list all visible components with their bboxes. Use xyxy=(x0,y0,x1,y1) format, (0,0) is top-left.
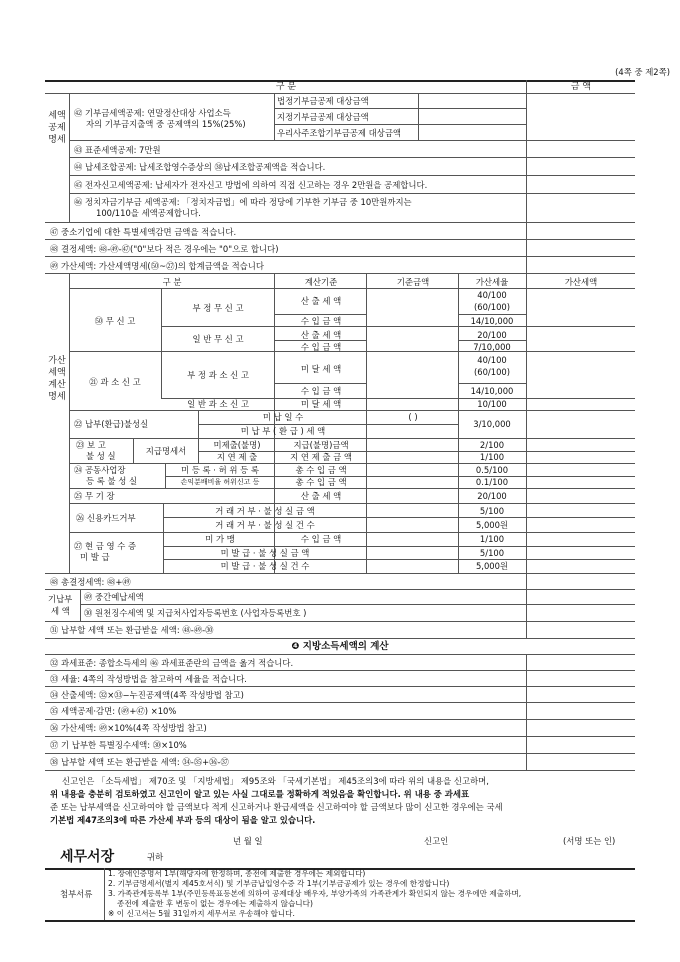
divider xyxy=(366,326,458,327)
row-67-label-2: 미 발 급 xyxy=(80,552,110,562)
basis-60a-1: 산 출 세 액 xyxy=(300,296,342,306)
divider xyxy=(274,108,526,109)
page-indicator: (4쪽 중 제2쪽) xyxy=(615,67,670,77)
basis-67-amount: 미 발 급 · 불 성 실 금 액 xyxy=(220,548,310,558)
rate-17: 5,000원 xyxy=(475,520,509,530)
rate-5: 7/10,000 xyxy=(473,342,511,352)
row-63-label-1: ㉓ 보 고 xyxy=(76,440,106,450)
penalty-header-gubun: 구 분 xyxy=(162,277,182,287)
divider xyxy=(45,638,635,639)
row-61-label: ㉑ 과 소 신 고 xyxy=(89,377,141,387)
row-71: ㉛ 납부할 세액 또는 환급받을 세액: ㊽-㊾-㉚ xyxy=(50,625,214,635)
divider xyxy=(69,503,635,504)
row-59: ㊾ 가산세액: 가산세액명세(㊿~㉗)의 합계금액을 적습니다 xyxy=(50,261,264,271)
row-56-line1: ㊻ 정치자금기부금 세액공제: 「정치자금법」에 따라 정당에 기부한 기부금 중 10만원까지는 xyxy=(74,197,412,207)
basis-60a-2: 수 입 금 액 xyxy=(300,316,342,326)
declaration-line1: 신고인은 「소득세법」 제70조 및 「지방세법」 제95조와 「국세기본법」 제45조의3에 따라 위의 내용을 신고하며, xyxy=(62,776,489,786)
attachment-1: 1. 장애인증명서 1부(해당자에 한정하며, 종전에 제출한 경우에는 제외합니다) xyxy=(108,869,366,878)
rate-3: 14/10,000 xyxy=(470,316,514,326)
divider xyxy=(69,532,635,533)
row-75: ㉟ 세액공제·감면: (㊾+㊼) ×10% xyxy=(50,706,177,716)
divider xyxy=(69,410,635,411)
divider xyxy=(163,559,635,560)
attachment-2: 2. 기부금명세서(별지 제45호서식) 및 기부금납입영수증 각 1부(기부금공제가 있는 경우에 한정합니다) xyxy=(108,879,450,888)
rate-20: 5,000원 xyxy=(475,561,509,571)
divider xyxy=(45,621,635,622)
divider xyxy=(274,93,275,140)
divider xyxy=(104,868,105,920)
divider xyxy=(526,273,527,573)
divider xyxy=(526,573,527,639)
divider xyxy=(418,93,419,140)
row-67-label-1: ㉗ 현 금 영 수 증 xyxy=(74,541,137,551)
basis-62-days: 미 납 일 수 xyxy=(262,412,304,422)
row-54: ㊹ 납세조합공제: 납세조합영수증상의 ㊳납세조합공제액을 적습니다. xyxy=(74,162,326,172)
divider xyxy=(274,340,366,341)
row-64-label-2: 등 록 불 성 실 xyxy=(86,476,138,486)
divider xyxy=(45,702,635,703)
prepaid-label-1: 기납부 xyxy=(48,594,73,604)
row-63-statement: 지급명세서 xyxy=(145,446,187,456)
divider xyxy=(69,93,70,223)
declaration-line3: 준 또는 납부세액을 신고하여야 할 금액보다 적게 신고하거나 환급세액을 신고하여야 할 금액보다 많이 신고한 경우에는 국세 xyxy=(50,802,503,812)
attachment-3-line2: 종전에 제출한 후 변동이 없는 경우에는 제출하지 않습니다) xyxy=(117,899,313,908)
signature-label[interactable]: (서명 또는 인) xyxy=(563,836,616,846)
divider xyxy=(274,383,366,384)
tax-office-title: 세무서장 xyxy=(60,849,115,865)
divider xyxy=(526,80,527,93)
divider xyxy=(45,273,635,274)
divider xyxy=(526,93,527,223)
sub-legal-donation: 법정기부금공제 대상금액 xyxy=(277,96,369,106)
basis-62-amount: 미 납 부 ( 환 급 ) 세 액 xyxy=(240,426,326,436)
basis-64-revenue-2: 총 수 입 금 액 xyxy=(295,477,347,487)
divider xyxy=(366,273,367,573)
rate-7: (60/100) xyxy=(474,367,510,377)
divider xyxy=(198,424,458,425)
basis-61b: 미 달 세 액 xyxy=(300,399,342,409)
row-63-label-2: 불 성 실 xyxy=(86,451,116,461)
row-73: ㉝ 세율: 4쪽의 작성방법을 참고하여 세율을 적습니다. xyxy=(50,674,247,684)
row-68: ㊽ 총결정세액: ㊽+㊾ xyxy=(50,577,131,587)
divider xyxy=(458,383,526,384)
row-52-line1: ㊷ 기부금세액공제: 연말정산대상 사업소득 xyxy=(74,108,231,118)
basis-61a-2: 수 입 금 액 xyxy=(300,386,342,396)
sub-esop-donation: 우리사주조합기부금공제 대상금액 xyxy=(277,128,402,138)
row-66-label: ㉖ 신용카드거부 xyxy=(76,513,136,523)
divider xyxy=(45,222,635,223)
row-61-fraud: 부 정 과 소 신 고 xyxy=(187,370,249,380)
divider xyxy=(69,438,635,439)
rate-2: (60/100) xyxy=(474,302,510,312)
rate-19: 5/100 xyxy=(479,548,505,558)
divider xyxy=(80,604,635,605)
rate-6: 40/100 xyxy=(477,355,507,365)
basis-60b-1: 산 출 세 액 xyxy=(300,330,342,340)
rate-8: 14/10,000 xyxy=(470,386,514,396)
penalty-header-tax: 가산세액 xyxy=(564,277,598,287)
divider xyxy=(458,314,526,315)
row-57: ㊼ 중소기업에 대한 특별세액감면 금액을 적습니다. xyxy=(50,227,237,237)
rate-4: 20/100 xyxy=(477,330,507,340)
basis-63-missing: 미제출(불명) xyxy=(213,440,261,450)
penalty-header-basis: 계산기준 xyxy=(304,277,338,287)
rate-12: 1/100 xyxy=(479,452,505,462)
rate-15: 20/100 xyxy=(477,491,507,501)
divider xyxy=(69,140,635,141)
row-64-label-1: ㉔ 공동사업장 xyxy=(74,465,126,475)
divider xyxy=(45,239,635,240)
attachment-3-line1: 3. 가족관계등록부 1부(주민등록표등본에 의하여 공제대상 배우자, 부양가족의 가족관계가 확인되지 않는 경우에만 제출하며, xyxy=(108,889,522,898)
divider xyxy=(69,193,635,194)
sub-designated-donation: 지정기부금공제 대상금액 xyxy=(277,112,369,122)
row-55: ㊺ 전자신고세액공제: 납세자가 전자신고 방법에 의하여 직접 신고하는 경우 2만원을 공제합니다. xyxy=(74,180,428,190)
declarant-label: 신고인 xyxy=(424,836,449,846)
honorific: 귀하 xyxy=(147,852,164,862)
divider xyxy=(526,222,527,274)
row-58: ㊽ 결정세액: ㊽-㊾-㊼("0"보다 적은 경우에는 "0"으로 합니다) xyxy=(50,244,279,254)
divider xyxy=(45,736,635,737)
divider xyxy=(69,175,635,176)
prepaid-label-2: 세 액 xyxy=(51,606,70,616)
divider xyxy=(45,573,635,574)
row-52-line2: 자의 기부금지출액 중 공제액의 15%(25%) xyxy=(86,119,246,129)
rate-16: 5/100 xyxy=(479,506,505,516)
divider xyxy=(458,273,459,573)
attachments-label: 첨부서류 xyxy=(60,889,93,899)
rate-18: 1/100 xyxy=(479,534,505,544)
declaration-date[interactable]: 년 월 일 xyxy=(233,836,263,846)
divider xyxy=(163,517,635,518)
row-77: ㊲ 기 납부한 특별징수세액: ㉚×10% xyxy=(50,740,187,750)
divider xyxy=(45,654,635,655)
divider xyxy=(69,488,635,489)
basis-64-false-ratio: 손익분배비율 허위신고 등 xyxy=(180,478,260,486)
divider xyxy=(45,256,635,257)
basis-60b-2: 수 입 금 액 xyxy=(300,342,342,352)
divider xyxy=(69,288,635,289)
basis-67-nonmember: 미 가 맹 xyxy=(205,534,235,544)
divider xyxy=(163,546,635,547)
header-amount: 금 액 xyxy=(570,82,592,92)
basis-65: 산 출 세 액 xyxy=(300,491,342,501)
basis-67-count: 미 발 급 · 불 성 실 건 수 xyxy=(220,561,310,571)
divider xyxy=(274,124,526,125)
basis-66-amount: 거 래 거 부 · 불 성 실 금 액 xyxy=(215,506,315,516)
divider xyxy=(45,93,635,94)
row-76: ㊱ 가산세액: ㊾×10%(4쪽 작성방법 참고) xyxy=(50,723,207,733)
row-74: ㉞ 산출세액: ㉜×㉝−누진공제액(4쪽 작성방법 참고) xyxy=(50,690,244,700)
basis-67-revenue: 수 입 금 액 xyxy=(300,534,342,544)
basis-63-late-amount: 지 연 제 출 금 액 xyxy=(290,452,352,462)
row-56-line2: 100/110을 세액공제합니다. xyxy=(96,208,201,218)
row-62-label: ㉒ 납부(환급)불성실 xyxy=(74,419,149,429)
divider xyxy=(45,686,635,687)
row-78: ㊳ 납부할 세액 또는 환급받을 세액: ㉞-㉟+㊱-㊲ xyxy=(50,757,229,767)
header-gubun: 구 분 xyxy=(275,82,297,92)
divider xyxy=(80,589,81,621)
divider xyxy=(45,920,635,922)
mailing-note: ※ 이 신고서는 5월 31일까지 세무서로 우송해야 합니다. xyxy=(108,909,295,918)
basis-63-late: 지 연 제 출 xyxy=(216,452,258,462)
row-65-label: ㉕ 무 기 장 xyxy=(74,491,115,501)
basis-64-unregistered: 미 등 록 · 허 위 등 록 xyxy=(181,465,259,475)
rate-11: 2/100 xyxy=(479,440,505,450)
divider xyxy=(45,670,635,671)
divider xyxy=(45,589,635,590)
rate-1: 40/100 xyxy=(477,290,507,300)
rate-13: 0.5/100 xyxy=(475,465,509,475)
divider xyxy=(163,503,164,573)
row-70: ㉚ 원천징수세액 및 지급처사업자등록번호 (사업자등록번호 ) xyxy=(84,608,307,618)
row-60-label: ㊿ 무 신 고 xyxy=(94,316,136,326)
divider xyxy=(274,314,366,315)
rate-14: 0.1/100 xyxy=(475,477,509,487)
basis-62-days-input[interactable]: ( ) xyxy=(408,412,418,422)
basis-63-missing-amount: 지급(불명)금액 xyxy=(293,440,349,450)
penalty-header-rate: 가산세율 xyxy=(475,277,509,287)
row-60-fraud: 부 정 무 신 고 xyxy=(192,303,244,313)
local-tax-title: ❹ 지방소득세액의 계산 xyxy=(291,641,389,652)
row-60-general: 일 반 무 신 고 xyxy=(192,334,244,344)
divider xyxy=(69,157,635,158)
row-69: ㊾ 중간예납세액 xyxy=(84,592,144,602)
divider xyxy=(69,463,635,464)
declaration-line4: 기본법 제47조의3에 따른 가산세 부과 등의 대상이 됨을 알고 있습니다. xyxy=(50,815,316,825)
row-61-general: 일 반 과 소 신 고 xyxy=(187,399,249,409)
basis-61a-1: 미 달 세 액 xyxy=(300,364,342,374)
divider xyxy=(45,770,635,771)
penalty-group-label: 가산세액계산명세 xyxy=(48,356,66,402)
divider xyxy=(45,753,635,754)
basis-66-count: 거 래 거 부 · 불 성 실 건 수 xyxy=(215,520,315,530)
divider xyxy=(458,340,526,341)
row-53: ㊸ 표준세액공제: 7만원 xyxy=(74,145,161,155)
penalty-header-amount: 기준금액 xyxy=(396,277,430,287)
row-72: ㉜ 과세표준: 종합소득세의 ㊻ 과세표준란의 금액을 옮겨 적습니다. xyxy=(50,658,294,668)
divider xyxy=(45,719,635,720)
deduction-group-label: 세액공제명세 xyxy=(48,111,66,145)
rate-9: 10/100 xyxy=(477,399,507,409)
rate-10: 3/10,000 xyxy=(473,419,511,429)
basis-64-revenue-1: 총 수 입 금 액 xyxy=(295,465,347,475)
declaration-line2: 위 내용을 충분히 검토하였고 신고인이 알고 있는 사실 그대로를 정확하게 적었음을 확인합니다. 위 내용 중 과세표 xyxy=(50,789,470,799)
